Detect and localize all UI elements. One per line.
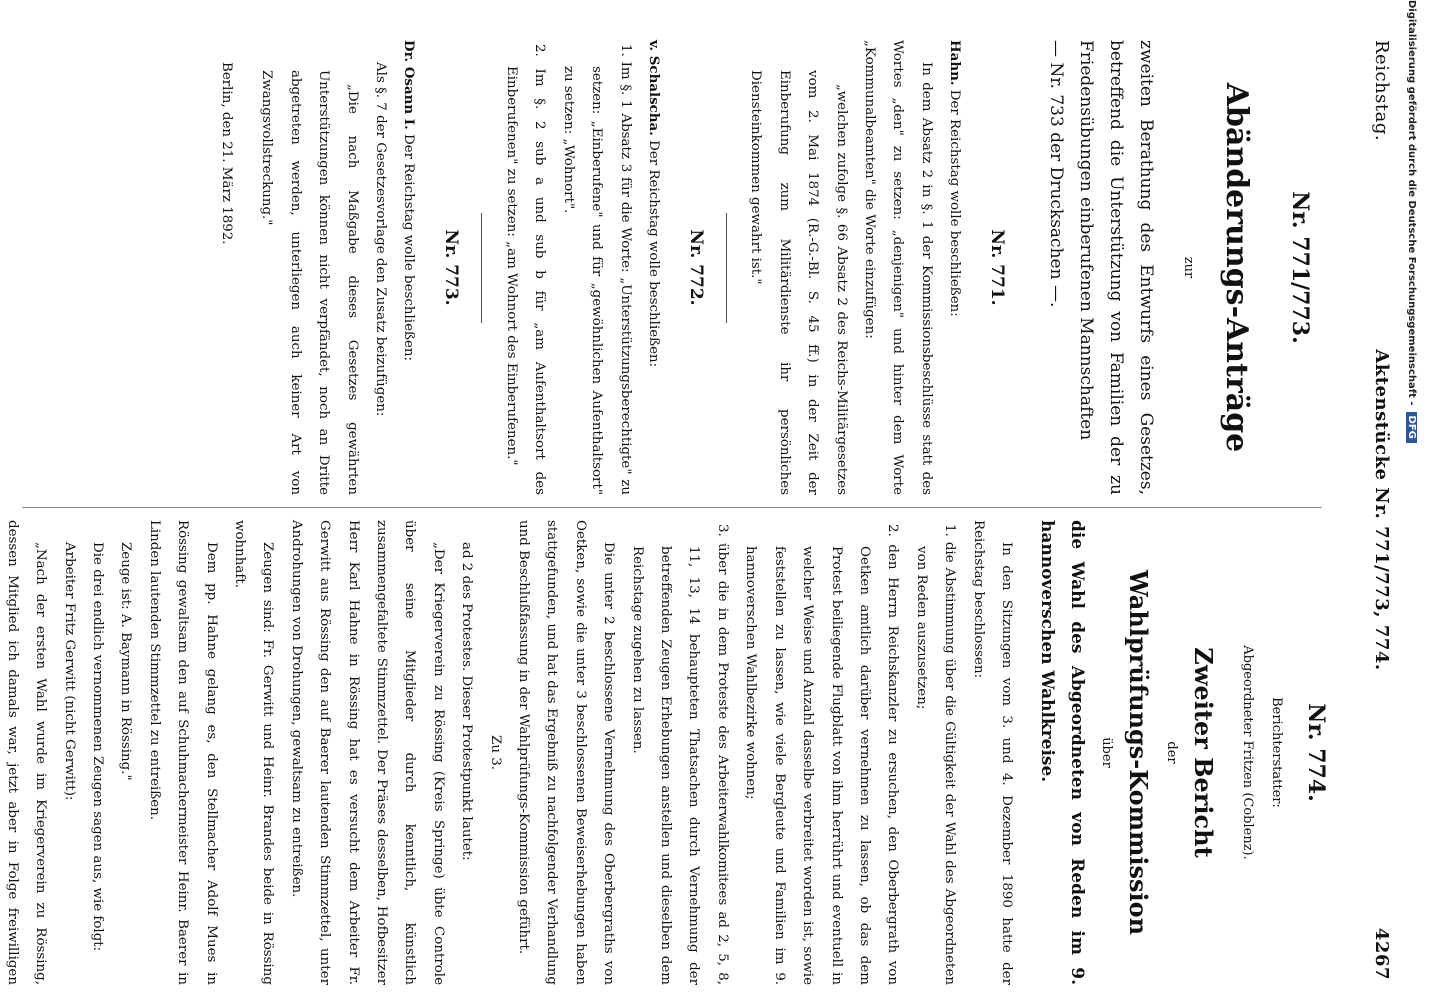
title-nr-774: Nr. 774. [1303, 703, 1329, 802]
para-sessions: In den Sitzungen vom 3. und 4. Dezember 1890 hatte der Reichstag beschlossen: [970, 520, 1014, 985]
reference-drucksachen: — Nr. 733 der Drucksachen —. [1046, 40, 1067, 308]
heading-second-report: Zweiter Bericht [1188, 647, 1218, 858]
reporter-label: Berichterstatter: [1268, 697, 1284, 808]
header-center: Aktenstücke Nr. 771/773, 774. [1371, 349, 1392, 671]
para-testimonies: Die drei endlich vernommenen Zeugen sagen aus, wie folgt: [89, 542, 105, 952]
a773-paragraph: Als §. 7 der Gesetzesvorlage den Zusatz beizufügen: [373, 62, 389, 417]
ueber-label: über [1099, 737, 1115, 768]
left-column [212, 40, 1342, 495]
reporter-name: Abgeordneter Fritzen (Coblenz). [1240, 645, 1256, 860]
list-item-3: 3. über die in dem Proteste des Arbeiterwahlkomitees ad 2, 5, 8, 11, 13, 14 behaupteten Thatsachen durch Vernehmung der betreffenden Zeugen Erhebungen anstellen und dieselben dem Reichstage zugehen zu lassen. [629, 524, 730, 985]
a772-intro: Der Reichstag wolle beschließen: [645, 140, 661, 368]
heading-commission: Wahlprüfungs-Kommission [1124, 569, 1154, 936]
a771-paragraph: In dem Absatz 2 in §. 1 der Kommissionsbeschlüsse statt des Wortes „den" zu setzen: „denjenigen" und hinter dem Worte „Kommunalbeamten" die Worte einzufügen: [861, 40, 934, 495]
proposer-hahn: Hahn. [947, 40, 964, 86]
a773-intro: Der Reichstag wolle beschließen: [401, 133, 417, 362]
para-gerwitt-statement: „Nach der ersten Wahl wurde im Kriegerverein zu Rössing, dessen Mitglied ich damals war, jetzt aber in Folge freiwilligen [4, 520, 49, 985]
subject-text: zweiten Berathung des Entwurfs eines Gesetzes, betreffend die Unterstützung von Familien der zu Friedensübungen einberufenen Mannschaften [1076, 40, 1157, 495]
zur-label: zur [1180, 256, 1196, 279]
right-column [0, 520, 1342, 985]
para-hearing: Die unter 2 beschlossene Vernehmung des Oberbergraths von Oetken, sowie die unter 3 beschlossenen Beweiserhebungen haben stattgefunden, und hat das Ergebniß zu nachfolgender Verhandlung und Beschlußfassung in der Wahlprüfungs-Kommission geführt. [516, 520, 617, 985]
zu-3-label: Zu 3. [487, 735, 503, 770]
nr-771: Nr. 771. [987, 229, 1008, 306]
para-gerwitt: Arbeiter Fritz Gerwitt (nicht Gerwitt): [61, 542, 77, 801]
header-left: Reichstag. [1371, 40, 1392, 142]
a771-intro: Der Reichstag wolle beschließen: [947, 89, 963, 317]
heading-amendments: Abänderungs-Anträge [1218, 82, 1254, 453]
proposer-osann: Dr. Osann I. [401, 40, 418, 130]
a773-quote: „Die nach Maßgabe dieses Gesetzes gewährten Unterstützungen können nicht verpfändet, noch an Dritte abgetreten werden, unterliegen auch keiner Art von Zwangsvollstreckung." [259, 70, 360, 495]
page-number: 4267 [1371, 927, 1392, 980]
a772-item-1: 1. Im §. 1 Absatz 3 für die Worte: „Unterstützungsberechtigte" zu setzen: „Einberufene" und für „gewöhnlichen Aufenthaltsort" zu setzen: „Wohnort". [560, 44, 633, 495]
para-protest-point: ad 2 des Protestes. Dieser Protestpunkt lautet: [459, 542, 475, 861]
a771-quote: „welchen zufolge §. 66 Absatz 2 des Reichs-Militärgesetzes vom 2. Mai 1874 (R.-G.-Bl. S. 45 ff.) in der Zeit der Einberufung zum Militärdienste ihr persönliches Diensteinkommen gewahrt ist." [748, 70, 849, 495]
list-item-2: 2. den Herrn Reichskanzler zu ersuchen, den Oberbergrath von Oetken amtlich darüber vernehmen zu lassen, ob das dem Protest beiliegende Flugblatt von ihm herrührt und eventuell in welcher Weise und Anzahl dasselbe verbreitet worden ist, sowie feststellen zu lassen, wie viele Bergleute und Familien im 9. hannoverschen Wahlbezirke wohnen; [743, 524, 901, 985]
para-protest-quote: „Der Kriegerverein zu Rössing (Kreis Springe) übte Controle über seine Mitglieder durch kenntlich, künstlich zusammengefaltete Stimmzettel. Der Präses desselben, Hofbesitzer Herr Karl Hahne in Rössing hat es versucht dem Arbeiter Fr. Gerwitt aus Rössing den auf Baerer lautenden Stimmzettel, unter Androhungen von Drohungen, gewaltsam zu entreißen. [288, 520, 446, 985]
dfg-margin-note [1402, 0, 1417, 1000]
running-header [1366, 40, 1392, 980]
dfg-logo: DFG [1406, 412, 1417, 443]
column-divider [22, 507, 1322, 508]
list-item-1: 1. die Abstimmung über die Gültigkeit der Wahl des Abgeordneten von Reden auszusetzen; [913, 524, 958, 985]
report-subject: die Wahl des Abgeordneten von Reden im 9. hannoverschen Wahlkreise. [1036, 520, 1087, 985]
proposer-schalscha: v. Schalscha. [645, 40, 662, 136]
title-nr-771-773: Nr. 771/773. [1287, 191, 1313, 344]
a772-item-2: 2. Im §. 2 sub a und sub b für „am Aufenthaltsort des Einberufenen" zu setzen: „am Wohnort des Einberufenen." [503, 44, 548, 495]
dfg-note-text: Digitalisierung gefördert durch die Deutsche Forschungsgemeinschaft - [1406, 0, 1417, 406]
der-label: der [1163, 741, 1179, 764]
nr-773: Nr. 773. [441, 229, 462, 306]
para-witness-2: Zeuge ist: A. Baymann in Rössing." [118, 542, 134, 781]
para-hahne: Dem pp. Hahne gelang es, den Stellmacher Adolf Mues in Rössing gewaltsam den auf Schuhmachermeister Heinr. Baerer in Linden lautenden Stimmzettel zu entreißen. [146, 520, 219, 985]
date-line: Berlin, den 21. März 1892. [219, 62, 235, 245]
nr-772: Nr. 772. [685, 229, 706, 306]
para-witnesses-1: Zeugen sind: Fr. Gerwitt und Heinr. Brandes beide in Rössing wohnhaft. [232, 520, 276, 985]
